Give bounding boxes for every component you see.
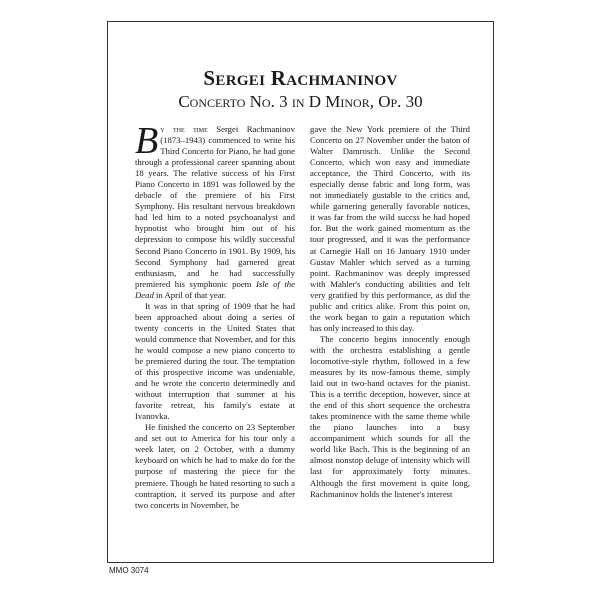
page-title: Sergei Rachmaninov: [203, 66, 398, 90]
paragraph-1-end: in April of that year.: [153, 289, 227, 300]
text-columns: [135, 120, 470, 544]
work-title: Isle of the Dead: [135, 278, 295, 300]
lead-in: y the time: [160, 124, 208, 134]
drop-cap: B: [135, 120, 159, 162]
paragraph-5: The concerto begins innocently enough with the orchestra establishing a gentle locomotive-style rhythm, followed in a few measures by its now-famous theme, simply laid out in two-hand octaves for the pianist. This is a terrific deception, however, since at the end of this short sequence the orchestra takes prominence with the same theme while the piano launches into a busy accompaniment which sounds for all the world like Bach. This is the beginning of an almost nonstop deluge of intensity which will last for approximately forty minutes. Although the first movement is quite long, Rachmaninov holds the listener's interest: [310, 333, 470, 499]
paragraph-4: gave the New York premiere of the Third Concerto on 27 November under the baton of Walter Damrosch. Unlike the Second Concerto, which won easy and immediate acceptance, the Third Concerto, with its especially dense fabric and long form, was not immediately gustable to the critics and, while garnering generally favorable notices, it was far from the wild succss he had hoped for. But the work gained momentum as the tour progressed, and it was the performance at Carnegie Hall on 16 January 1910 under Gustav Mahler which served as a turning point. Rachmaninov was deeply impressed with Mahler's conducting abilities and felt very gratified by this performance, as did the public and critics alike. From this point on, the work began to gain a reputation which has only increased to this day.: [310, 124, 470, 333]
page-subtitle: Concerto No. 3 in D Minor, Op. 30: [178, 92, 423, 111]
paragraph-1-text: Sergei Rachmaninov (1873–1943) commenced to write his Third Concerto for Piano, he had gone through a professional career spanning about 18 years. The relative success of his First Piano Concerto in 1891 was followed by the debacle of the premiere of his First Symphony. His resultant nervous breakdown had led him to a noted psychoanalyst and hypnotist who brought him out of his depression to compose his wildly successful Second Piano Concerto in 1901. By 1909, his Second Symphony had garnered great enthusiasm, and he had successfully premiered his symphonic poem: [135, 124, 295, 289]
right-column: [310, 124, 470, 544]
paragraph-3: He finished the concerto on 23 September and set out to America for his tour only a week later, on 2 October, with a dummy keyboard on which he had to make do for the purpose of mastering the piece for the premiere. Though he hated resorting to such a contraption, it served its purpose and after two concerts in November, he: [135, 422, 295, 510]
paragraph-2: It was in that spring of 1909 that he had been approached about doing a series of twenty concerts in the United States that would commence that November, and for this he would compose a new piano concerto to be premiered during the tour. The temptation of this prospective income was undeniable, and he wrote the concerto determinedly and without interruption that summer at his favorite retreat, his family's estate at Ivanovka.: [135, 300, 295, 422]
left-column: [135, 120, 295, 544]
catalog-number: MMO 3074: [109, 566, 149, 575]
paragraph-1: [135, 120, 295, 301]
